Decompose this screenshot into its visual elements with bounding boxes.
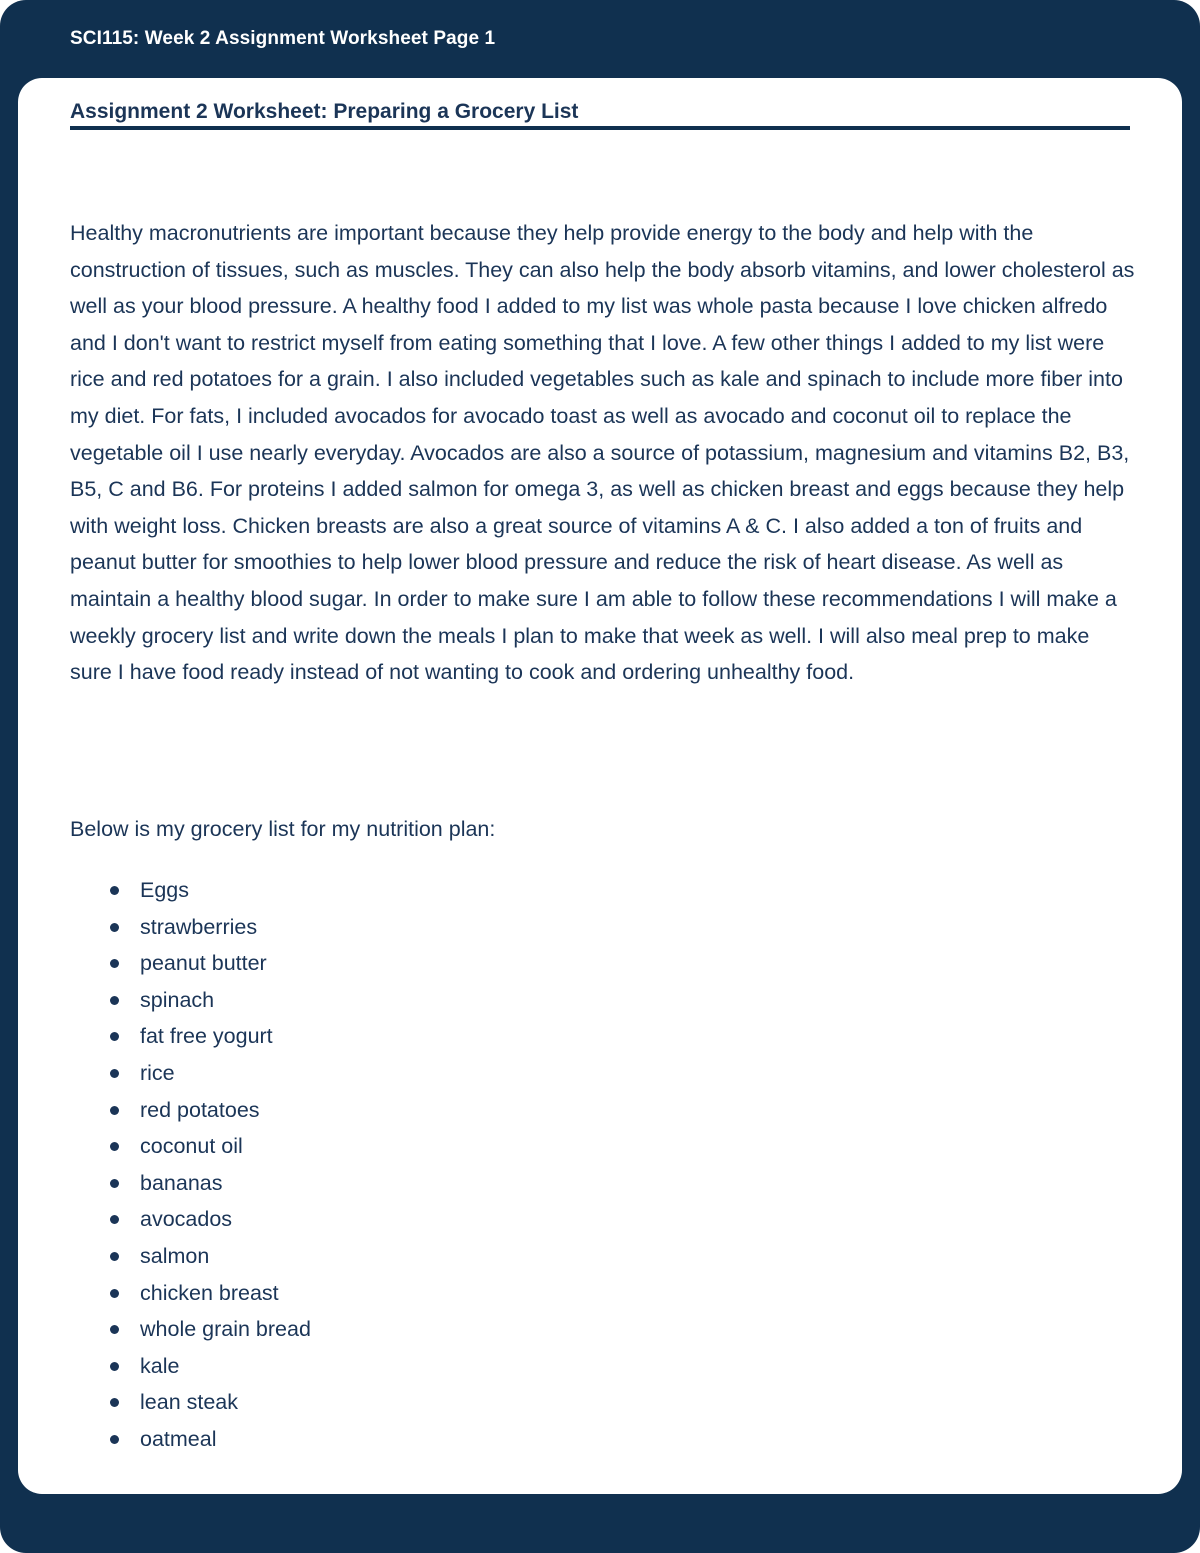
bullet-icon <box>110 1106 119 1115</box>
list-item-label: strawberries <box>140 914 258 939</box>
list-item-label: kale <box>140 1353 180 1378</box>
list-item-label: whole grain bread <box>140 1317 311 1342</box>
body-paragraph: Healthy macronutrients are important because they help provide energy to the body and help with the construction of tissues, such as muscles. They can also help the body absorb vitamins, and lower cholesterol as well as your blood pressure. A healthy food I added to my list was whole pasta because I love chicken alfredo and I don't want to restrict myself from eating something that I love. A few other things I added to my list were rice and red potatoes for a grain. I also included vegetables such as kale and spinach to include more fiber into my diet. For fats, I included avocados for avocado toast as well as avocado and coconut oil to replace the vegetable oil I use nearly everyday. Avocados are also a source of potassium, magnesium and vitamins B2, B3, B5, C and B6. For proteins I added salmon for omega 3, as well as chicken breast and eggs because they help with weight loss. Chicken breasts are also a great source of vitamins A & C. I also added a ton of fruits and peanut butter for smoothies to help lower blood pressure and reduce the risk of heart disease. As well as maintain a healthy blood sugar. In order to make sure I am able to follow these recommendations I will make a weekly grocery list and write down the meals I plan to make that week as well. I will also meal prep to make sure I have food ready instead of not wanting to cook and ordering unhealthy food. <box>70 221 1135 685</box>
bullet-icon <box>110 1362 119 1371</box>
worksheet-sheet <box>18 78 1182 1494</box>
bullet-icon <box>110 1435 119 1444</box>
list-item <box>70 945 311 982</box>
bullet-icon <box>110 1142 119 1151</box>
list-item-label: fat free yogurt <box>140 1024 273 1049</box>
list-item-label: avocados <box>140 1207 233 1232</box>
list-item <box>70 1092 311 1129</box>
document-title: Assignment 2 Worksheet: Preparing a Grocery List <box>70 100 579 123</box>
bullet-icon <box>110 1215 119 1224</box>
list-item <box>70 909 311 946</box>
list-item <box>70 1165 311 1202</box>
list-item <box>70 1384 311 1421</box>
list-item-label: salmon <box>140 1243 210 1268</box>
bullet-icon <box>110 1398 119 1407</box>
list-item <box>70 1348 311 1385</box>
list-item <box>70 1311 311 1348</box>
list-item-label: rice <box>140 1060 175 1085</box>
grocery-list <box>70 872 311 1458</box>
bullet-icon <box>110 1325 119 1334</box>
list-item-label: spinach <box>140 987 215 1012</box>
list-item-label: bananas <box>140 1170 223 1195</box>
bullet-icon <box>110 1032 119 1041</box>
list-item-label: lean steak <box>140 1390 239 1415</box>
list-item-label: peanut butter <box>140 951 267 976</box>
bullet-icon <box>110 1252 119 1261</box>
list-item <box>70 872 311 909</box>
list-item <box>70 1018 311 1055</box>
list-item <box>70 1128 311 1165</box>
title-underline-divider <box>70 126 1130 130</box>
list-item-label: coconut oil <box>140 1134 243 1159</box>
bullet-icon <box>110 1289 119 1298</box>
list-item-label: chicken breast <box>140 1280 279 1305</box>
bullet-icon <box>110 996 119 1005</box>
list-item-label: Eggs <box>140 878 190 902</box>
bullet-icon <box>110 1179 119 1188</box>
list-item-label: oatmeal <box>140 1426 217 1451</box>
bullet-icon <box>110 923 119 932</box>
list-item <box>70 1238 311 1275</box>
bullet-icon <box>110 959 119 968</box>
list-item <box>70 1275 311 1312</box>
list-item-label: red potatoes <box>140 1097 260 1122</box>
bullet-icon <box>110 1069 119 1078</box>
list-item <box>70 1201 311 1238</box>
list-item <box>70 982 311 1019</box>
list-item <box>70 1055 311 1092</box>
page-header-title: SCI115: Week 2 Assignment Worksheet Page 1 <box>70 28 496 49</box>
grocery-list-intro: Below is my grocery list for my nutrition plan: <box>70 817 496 841</box>
list-item <box>70 1421 311 1458</box>
bullet-icon <box>110 886 119 895</box>
